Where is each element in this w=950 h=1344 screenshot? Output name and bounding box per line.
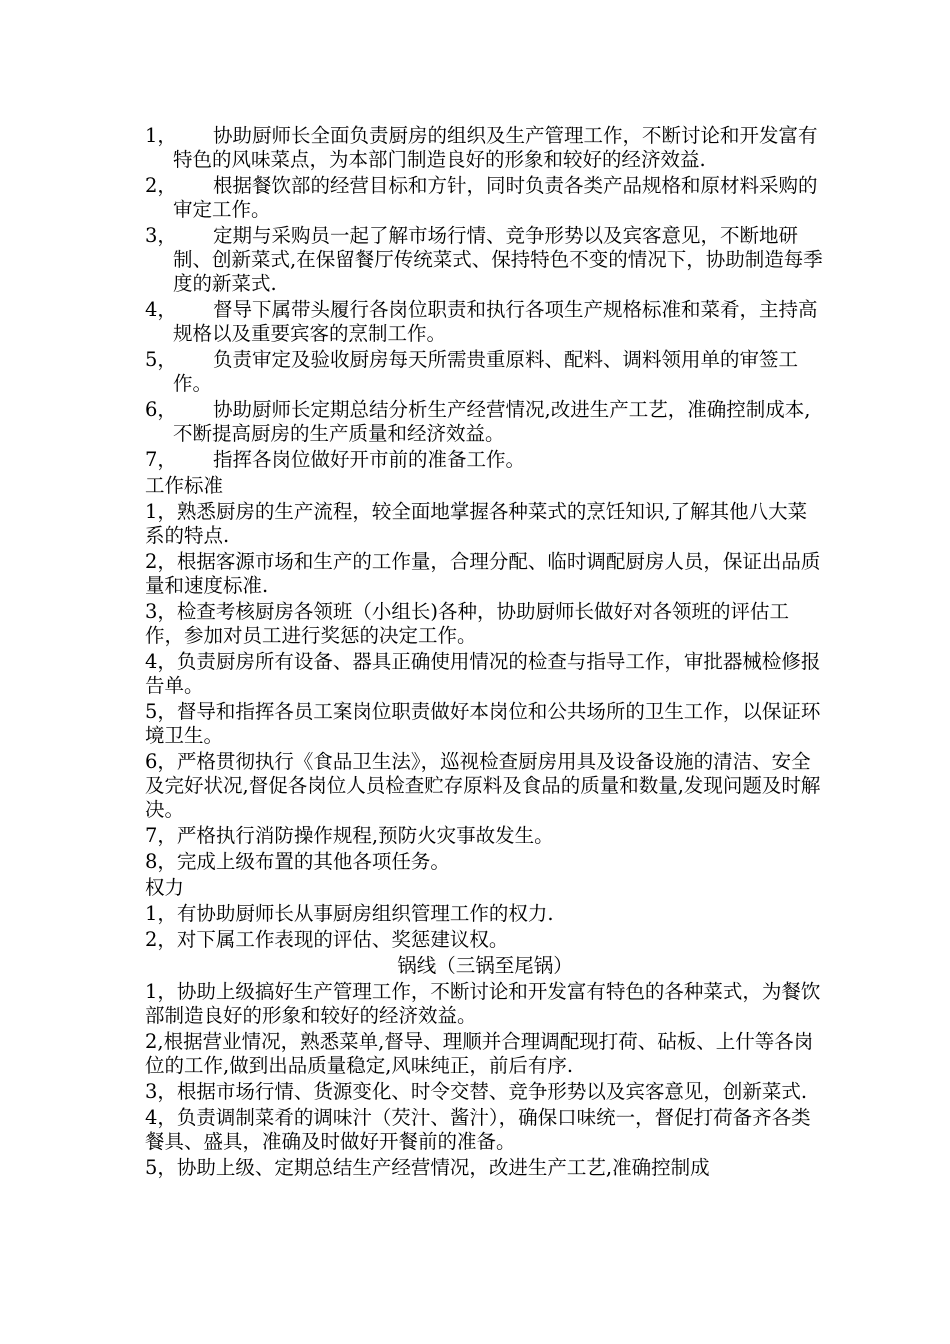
duty-text: 根据餐饮部的经营目标和方针，同时负责各类产品规格和原材料采购的审定工作。 [173,174,818,221]
authority-section [145,876,825,952]
duty-number: 3， [145,224,177,247]
authority-item: 1，有协助厨师长从事厨房组织管理工作的权力. [145,902,554,925]
duty-text: 督导下属带头履行各岗位职责和执行各项生产规格标准和菜肴，主持高规格以及重要宾客的烹制工作。 [173,298,818,345]
duty-item [145,348,825,396]
duty-number: 5， [145,348,177,371]
section-heading: 权力 [145,876,185,899]
wok-line-item: 2,根据营业情况，熟悉菜单,督导、理顺并合理调配现打荷、砧板、上什等各岗位的工作,做到出品质量稳定,风味纯正，前后有序. [145,1030,814,1077]
duty-number: 7， [145,448,177,471]
authority-item: 2，对下属工作表现的评估、奖惩建议权。 [145,928,509,951]
duty-text: 协助厨师长全面负责厨房的组织及生产管理工作，不断讨论和开发富有特色的风味菜点，为本部门制造良好的形象和较好的经济效益. [173,124,818,171]
standard-item: 3，检查考核厨房各领班（小组长)各种，协助厨师长做好对各领班的评估工作，参加对员工进行奖惩的决定工作。 [145,600,790,647]
standard-item: 5，督导和指挥各员工案岗位职责做好本岗位和公共场所的卫生工作，以保证环境卫生。 [145,700,821,747]
section-heading: 锅线（三锅至尾锅） [397,954,573,977]
duty-item [145,124,825,172]
standard-item: 2，根据客源市场和生产的工作量，合理分配、临时调配厨房人员，保证出品质量和速度标准. [145,550,821,597]
section-heading: 工作标准 [145,474,224,497]
duty-item [145,398,825,446]
wok-line-item: 3，根据市场行情、货源变化、时令交替、竞争形势以及宾客意见，创新菜式. [145,1080,808,1103]
duty-item [145,448,825,472]
duty-number: 4， [145,298,177,321]
standard-item: 1，熟悉厨房的生产流程，较全面地掌握各种菜式的烹饪知识,了解其他八大菜系的特点. [145,500,808,547]
wok-line-section [145,954,825,1180]
standard-item: 7，严格执行消防操作规程,预防火灾事故发生。 [145,824,554,847]
duty-number: 6， [145,398,177,421]
duty-text: 定期与采购员一起了解市场行情、竞争形势以及宾客意见，不断地研制、创新菜式,在保留餐厅传统菜式、保持特色不变的情况下，协助制造每季度的新菜式. [173,224,823,295]
duties-list [145,124,825,472]
standards-section [145,474,825,874]
duty-number: 2， [145,174,177,197]
duty-number: 1， [145,124,177,147]
duty-item [145,224,825,296]
duty-item [145,298,825,346]
duty-item [145,174,825,222]
wok-line-item: 1，协助上级搞好生产管理工作，不断讨论和开发富有特色的各种菜式，为餐饮部制造良好的形象和较好的经济效益。 [145,980,821,1027]
duty-text: 指挥各岗位做好开市前的准备工作。 [213,448,526,471]
standard-item: 6，严格贯彻执行《食品卫生法》，巡视检查厨房用具及设备设施的清洁、安全及完好状况,督促各岗位人员检查贮存原料及食品的质量和数量,发现问题及时解决。 [145,750,821,821]
wok-line-item: 5，协助上级、定期总结生产经营情况，改进生产工艺,准确控制成 [145,1156,710,1179]
standard-item: 4，负责厨房所有设备、器具正确使用情况的检查与指导工作，审批器械检修报告单。 [145,650,821,697]
document-page [145,124,825,1182]
duty-text: 协助厨师长定期总结分析生产经营情况,改进生产工艺，准确控制成本,不断提高厨房的生产质量和经济效益。 [173,398,811,445]
standard-item: 8，完成上级布置的其他各项任务。 [145,850,450,873]
wok-line-item: 4，负责调制菜肴的调味汁（芡汁、酱汁），确保口味统一，督促打荷备齐各类餐具、盛具，准确及时做好开餐前的准备。 [145,1106,811,1153]
duty-text: 负责审定及验收厨房每天所需贵重原料、配料、调料领用单的审签工作。 [173,348,799,395]
